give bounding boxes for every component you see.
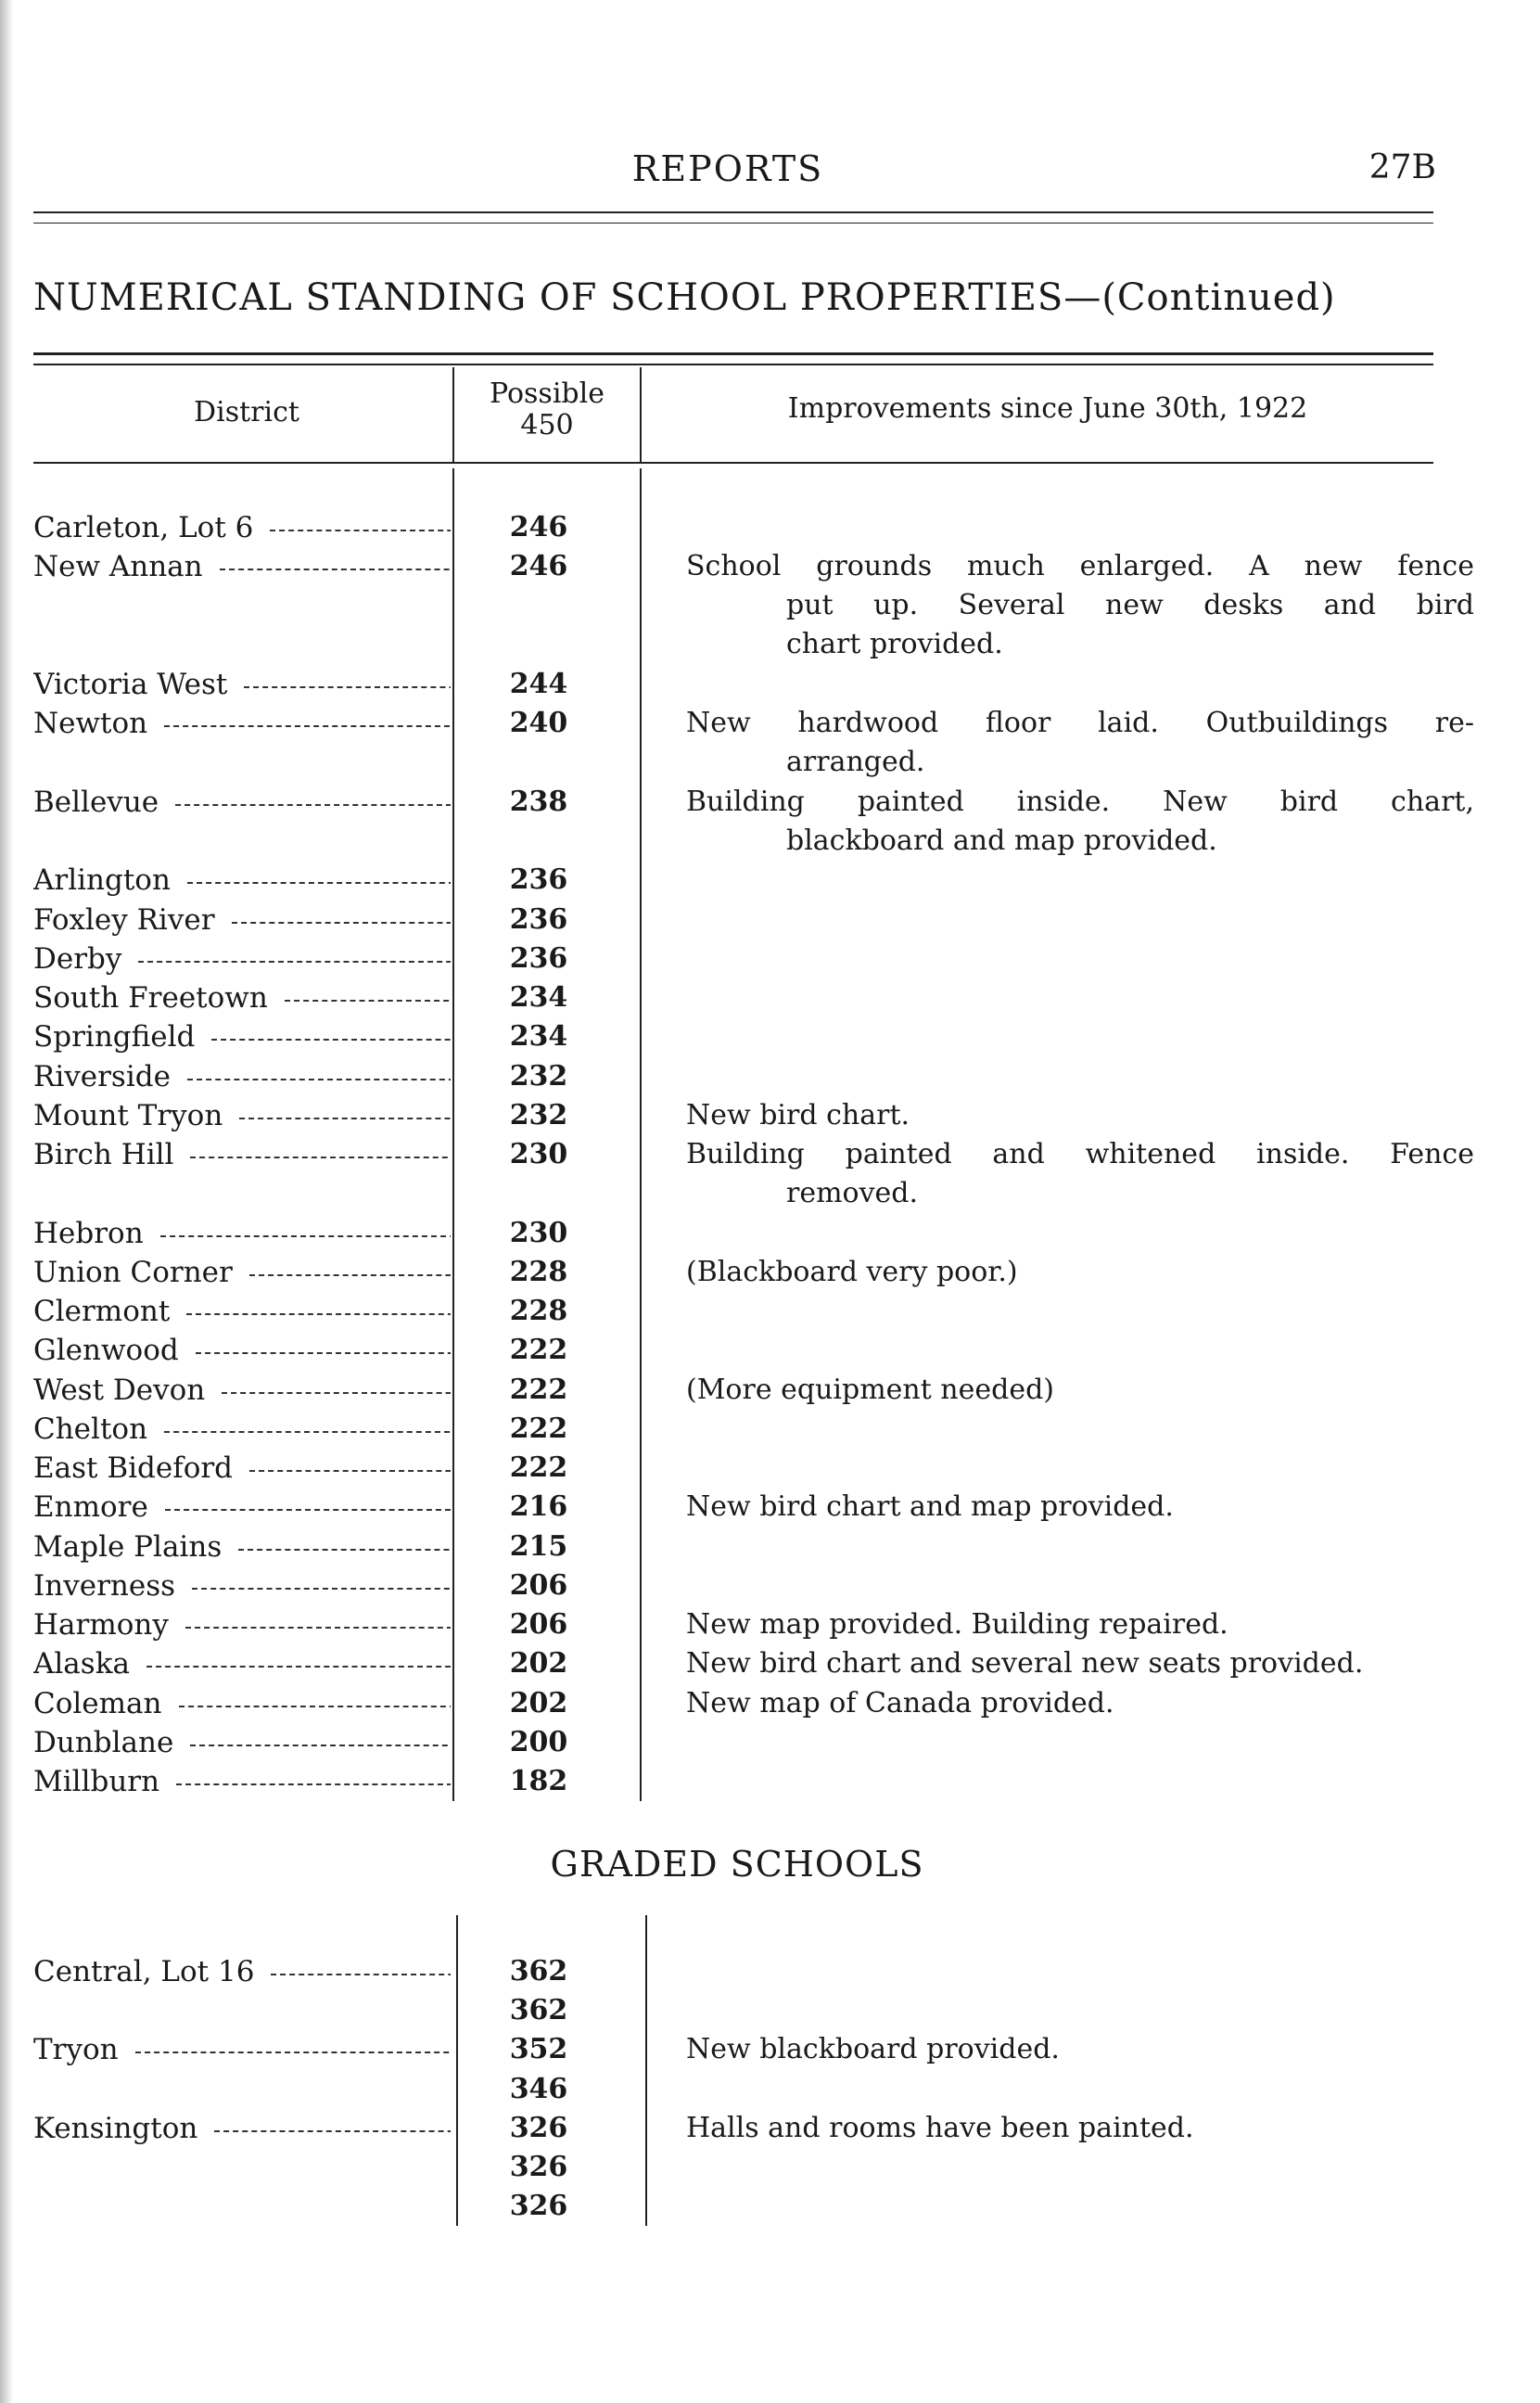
- district-cell: [33, 1057, 451, 1096]
- score-cell: 326: [509, 2151, 568, 2183]
- improvements-cell: [686, 1488, 1474, 1527]
- score-cell: 246: [509, 550, 568, 583]
- score-cell: 326: [509, 2190, 568, 2223]
- dot-leader: [214, 2130, 451, 2132]
- district-cell: [33, 1684, 451, 1723]
- score-cell: 206: [509, 1568, 568, 1602]
- table-row: [33, 1449, 1452, 1488]
- table-row: [33, 1723, 1452, 1762]
- graded-schools-title: GRADED SCHOOLS: [550, 1844, 924, 1885]
- score-cell: 352: [509, 2033, 568, 2066]
- dot-leader: [271, 1974, 451, 1975]
- district-cell: [33, 1410, 451, 1449]
- header-divider-2: [640, 367, 642, 462]
- dot-leader: [164, 725, 451, 727]
- district-name: Newton: [33, 707, 148, 741]
- district-name: Harmony: [33, 1608, 169, 1642]
- district-cell: [33, 2030, 451, 2069]
- dot-leader: [222, 1392, 451, 1394]
- district-name: Glenwood: [33, 1334, 179, 1368]
- district-name: Clermont: [33, 1295, 171, 1328]
- district-cell: [33, 783, 451, 822]
- dot-leader: [211, 1039, 451, 1041]
- table-row: [33, 547, 1474, 665]
- dot-leader: [190, 1745, 451, 1746]
- dot-leader: [179, 1706, 452, 1707]
- district-cell: [33, 1292, 451, 1331]
- table-row: [33, 1605, 1452, 1644]
- score-cell: 215: [509, 1529, 568, 1563]
- improvement-text: New map provided. Building repaired.: [686, 1608, 1228, 1641]
- district-cell: [33, 1096, 451, 1135]
- district-cell: [33, 939, 451, 978]
- score-cell: 234: [509, 1020, 568, 1054]
- score-cell: 230: [509, 1138, 568, 1170]
- district-name: East Bideford: [33, 1451, 234, 1485]
- district-name: Foxley River: [33, 902, 215, 937]
- table-row: [33, 1371, 1452, 1410]
- table-row: [33, 1292, 1452, 1331]
- district-name: West Devon: [33, 1373, 206, 1407]
- district-name: Coleman: [33, 1686, 162, 1720]
- improvements-cell: [686, 1605, 1474, 1644]
- dot-leader: [185, 1627, 451, 1629]
- table-row: [33, 1331, 1452, 1370]
- dot-leader: [244, 686, 451, 688]
- table-row: [33, 1644, 1452, 1683]
- district-name: Maple Plains: [33, 1529, 223, 1564]
- district-cell: [33, 1566, 451, 1605]
- district-name: South Freetown: [33, 981, 268, 1015]
- improvement-text: (More equipment needed): [686, 1373, 1055, 1406]
- table-row: [33, 508, 1452, 547]
- table-row: [33, 2030, 1452, 2069]
- table-row: [33, 1762, 1452, 1801]
- score-cell: 222: [509, 1373, 568, 1406]
- district-cell: [33, 1488, 451, 1527]
- district-name: Mount Tryon: [33, 1098, 223, 1132]
- dot-leader: [249, 1274, 451, 1276]
- table-row: [33, 665, 1452, 704]
- district-cell: [33, 1762, 451, 1801]
- improvements-cell: [686, 2109, 1474, 2148]
- dot-leader: [138, 961, 451, 963]
- score-cell: 202: [509, 1686, 568, 1719]
- district-name: Springfield: [33, 1020, 196, 1055]
- improvement-text: arranged.: [786, 746, 925, 779]
- score-cell: 240: [509, 707, 568, 740]
- table-row: [33, 704, 1474, 783]
- improvement-text: Halls and rooms have been painted.: [686, 2111, 1194, 2144]
- district-cell: [33, 1371, 451, 1410]
- table-row: [33, 2109, 1452, 2148]
- score-cell: 216: [509, 1490, 568, 1524]
- score-cell: 346: [509, 2072, 568, 2105]
- district-cell: [33, 704, 451, 743]
- district-name: Birch Hill: [33, 1138, 174, 1171]
- district-cell: [33, 508, 451, 547]
- improvement-text: removed.: [786, 1177, 919, 1209]
- improvements-cell: [686, 1253, 1474, 1292]
- improvements-cell: [686, 2030, 1474, 2069]
- score-cell: 206: [509, 1608, 568, 1641]
- dot-leader: [190, 1157, 451, 1158]
- district-cell: [33, 665, 451, 704]
- score-cell: 222: [509, 1334, 568, 1367]
- score-cell: 202: [509, 1647, 568, 1681]
- header-divider-1: [452, 367, 454, 462]
- district-name: Bellevue: [33, 785, 159, 819]
- dot-leader: [146, 1666, 451, 1668]
- column-header-possible-max: 450: [520, 409, 574, 441]
- improvement-text: New bird chart and map provided.: [686, 1490, 1174, 1524]
- score-cell: 232: [509, 1059, 568, 1093]
- score-cell: 236: [509, 863, 568, 897]
- dot-leader: [238, 1549, 451, 1551]
- table-row: [33, 1253, 1452, 1292]
- district-cell: [33, 1214, 451, 1253]
- table-row: [33, 1096, 1452, 1135]
- improvements-cell: [686, 1096, 1474, 1135]
- district-name: Inverness: [33, 1568, 176, 1603]
- district-name: Victoria West: [33, 668, 228, 701]
- district-name: Central, Lot 16: [33, 1955, 255, 1988]
- dot-leader: [187, 882, 451, 884]
- table-top-rule: [33, 352, 1433, 355]
- table-row: [33, 1488, 1452, 1527]
- score-cell: 200: [509, 1725, 568, 1758]
- district-name: Kensington: [33, 2111, 198, 2145]
- dot-leader: [239, 1118, 451, 1119]
- improvement-text: Building painted and whitened inside. Fence: [686, 1138, 1474, 1170]
- dot-leader: [192, 1588, 451, 1590]
- dot-leader: [176, 1783, 451, 1785]
- improvement-text: blackboard and map provided.: [786, 824, 1217, 857]
- district-cell: [33, 1952, 451, 1991]
- district-name: Union Corner: [33, 1255, 233, 1289]
- district-name: Millburn: [33, 1765, 160, 1798]
- dot-leader: [270, 530, 451, 531]
- district-cell: [33, 1527, 451, 1566]
- score-cell: 362: [509, 1955, 568, 1988]
- table-row: [33, 1135, 1474, 1214]
- improvement-text: (Blackboard very poor.): [686, 1255, 1018, 1288]
- score-cell: 222: [509, 1451, 568, 1484]
- improvement-text: School grounds much enlarged. A new fence: [686, 550, 1474, 583]
- district-cell: [33, 1331, 451, 1370]
- district-cell: [33, 978, 451, 1017]
- page-edge-shadow: [0, 0, 13, 2403]
- score-cell: 326: [509, 2111, 568, 2144]
- district-cell: [33, 1605, 451, 1644]
- score-cell: 244: [509, 668, 568, 700]
- improvement-text: put up. Several new desks and bird: [786, 589, 1474, 622]
- dot-leader: [186, 1313, 451, 1315]
- district-cell: [33, 861, 451, 900]
- table-row: [33, 2070, 1452, 2109]
- district-cell: [33, 901, 451, 939]
- dot-leader: [165, 1509, 451, 1511]
- score-cell: 236: [509, 941, 568, 975]
- improvements-cell: [686, 704, 1474, 782]
- table-row: [33, 1991, 1452, 2030]
- score-cell: 228: [509, 1255, 568, 1288]
- dot-leader: [164, 1431, 451, 1433]
- improvements-cell: [686, 1135, 1474, 1213]
- dot-leader: [135, 2051, 451, 2053]
- table-row: [33, 1527, 1452, 1566]
- page-number: 27B: [1368, 148, 1436, 186]
- improvement-text: Building painted inside. New bird chart,: [686, 785, 1474, 818]
- improvement-text: New blackboard provided.: [686, 2033, 1060, 2066]
- district-name: Alaska: [33, 1647, 130, 1681]
- improvement-text: New hardwood floor laid. Outbuildings re-: [686, 707, 1474, 740]
- district-cell: [33, 1135, 451, 1174]
- district-name: Chelton: [33, 1412, 148, 1446]
- score-cell: 230: [509, 1216, 568, 1249]
- district-name: Carleton, Lot 6: [33, 511, 254, 544]
- district-cell: [33, 1449, 451, 1488]
- district-cell: [33, 1253, 451, 1292]
- dot-leader: [249, 1470, 451, 1472]
- district-name: Hebron: [33, 1216, 144, 1250]
- table-row: [33, 1214, 1452, 1253]
- column-header-possible-label: Possible: [490, 377, 605, 410]
- improvements-cell: [686, 1371, 1474, 1410]
- score-cell: 246: [509, 511, 568, 543]
- table-row: [33, 1017, 1452, 1056]
- score-cell: 236: [509, 902, 568, 936]
- header-rule-top: [33, 211, 1433, 213]
- district-cell: [33, 2109, 451, 2148]
- table-row: [33, 783, 1474, 862]
- district-name: Tryon: [33, 2033, 119, 2067]
- table-row: [33, 1566, 1452, 1605]
- dot-leader: [196, 1352, 451, 1354]
- dot-leader: [285, 1000, 451, 1002]
- table-row: [33, 939, 1452, 978]
- table-row: [33, 2148, 1452, 2187]
- district-name: Enmore: [33, 1490, 148, 1525]
- district-name: New Annan: [33, 550, 203, 584]
- column-header-district: District: [194, 396, 299, 428]
- score-cell: 182: [509, 1765, 568, 1797]
- improvements-cell: [686, 1684, 1474, 1723]
- dot-leader: [175, 804, 451, 806]
- column-header-possible: [454, 378, 640, 441]
- score-cell: 222: [509, 1412, 568, 1445]
- score-cell: 362: [509, 1994, 568, 2027]
- table-row: [33, 978, 1452, 1017]
- score-cell: 232: [509, 1098, 568, 1131]
- running-title: REPORTS: [631, 148, 824, 189]
- dot-leader: [160, 1235, 451, 1237]
- dot-leader: [232, 922, 451, 924]
- header-rule-bottom: [33, 223, 1433, 224]
- section-title: NUMERICAL STANDING OF SCHOOL PROPERTIES—(Continued): [33, 276, 1336, 319]
- district-name: Arlington: [33, 863, 171, 898]
- improvements-cell: [686, 547, 1474, 664]
- district-cell: [33, 1644, 451, 1683]
- district-cell: [33, 547, 451, 586]
- table-row: [33, 901, 1452, 939]
- district-name: Derby: [33, 941, 122, 976]
- improvement-text: New bird chart and several new seats provided.: [686, 1647, 1364, 1681]
- district-cell: [33, 1723, 451, 1762]
- table-row: [33, 1684, 1452, 1723]
- table-row: [33, 1057, 1452, 1096]
- improvement-text: New map of Canada provided.: [686, 1686, 1114, 1719]
- table-top-rule-inner: [33, 364, 1433, 365]
- score-cell: 238: [509, 785, 568, 818]
- improvements-cell: [686, 783, 1474, 861]
- dot-leader: [220, 569, 451, 570]
- district-name: Dunblane: [33, 1725, 174, 1759]
- header-underline: [33, 462, 1433, 464]
- column-header-improvements: Improvements since June 30th, 1922: [787, 392, 1308, 425]
- score-cell: 234: [509, 981, 568, 1014]
- improvements-cell: [686, 1644, 1474, 1683]
- table-row: [33, 2187, 1452, 2226]
- table-row: [33, 1410, 1452, 1449]
- improvement-text: chart provided.: [786, 628, 1003, 661]
- district-cell: [33, 1017, 451, 1056]
- table-row: [33, 1952, 1452, 1991]
- score-cell: 228: [509, 1295, 568, 1327]
- improvement-text: New bird chart.: [686, 1098, 910, 1131]
- district-name: Riverside: [33, 1059, 171, 1093]
- table-row: [33, 861, 1452, 900]
- dot-leader: [187, 1079, 451, 1080]
